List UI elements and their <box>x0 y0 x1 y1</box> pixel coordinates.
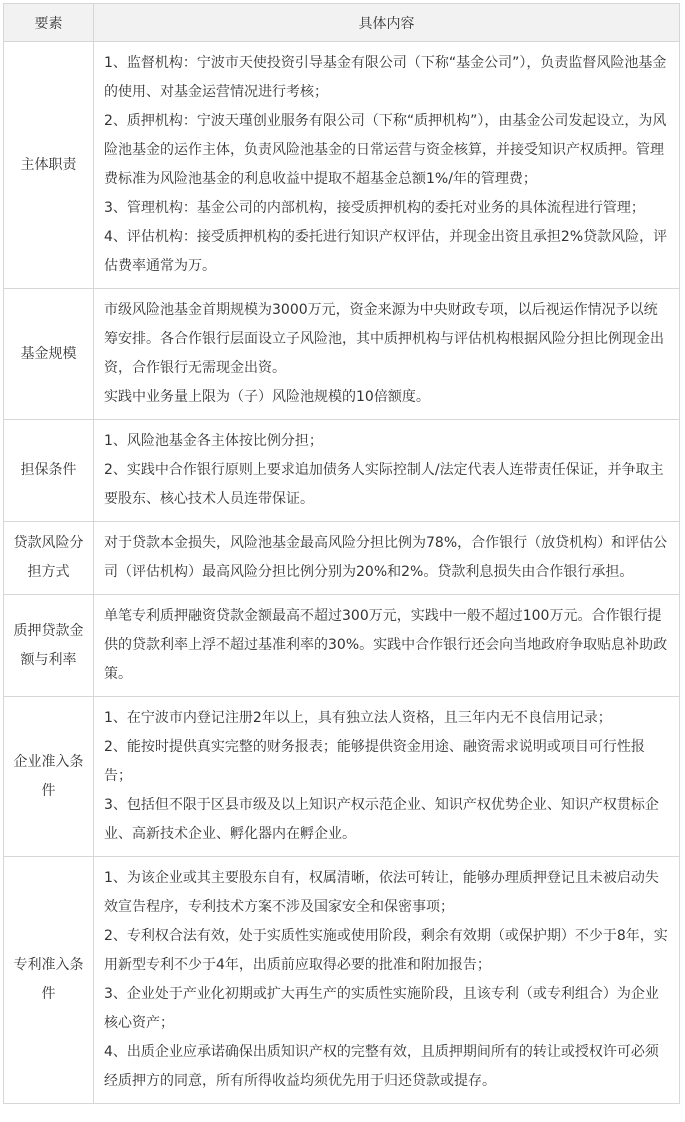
row-key: 贷款风险分担方式 <box>4 522 94 595</box>
content-line: 2、能按时提供真实完整的财务报表；能够提供资金用途、融资需求说明或项目可行性报告； <box>104 739 645 784</box>
header-content: 具体内容 <box>94 4 680 42</box>
content-line: 4、评估机构：接受质押机构的委托进行知识产权评估，并现金出资且承担2%贷款风险，评估费率通常为万。 <box>104 229 668 274</box>
content-line: 3、管理机构：基金公司的内部机构，接受质押机构的委托对业务的具体流程进行管理； <box>104 200 645 216</box>
content-line: 2、质押机构：宁波天瑾创业服务有限公司（下称“质押机构”），由基金公司发起设立，为风险池基金的运作主体，负责风险池基金的日常运营与资金核算，并接受知识产权质押。管理费标准为风险池基金的利息收益中提取不超基金总额1%/年的管理费； <box>104 113 667 187</box>
row-content <box>94 697 680 857</box>
row-key: 专利准入条件 <box>4 857 94 1104</box>
table-row <box>4 697 680 857</box>
content-line: 2、实践中合作银行原则上要求追加债务人实际控制人/法定代表人连带责任保证，并争取主要股东、核心技术人员连带保证。 <box>104 462 664 507</box>
content-line: 市级风险池基金首期规模为3000万元，资金来源为中央财政专项，以后视运作情况予以统筹安排。各合作银行层面设立子风险池，其中质押机构与评估机构根据风险分担比例现金出资，合作银行无需现金出资。 <box>104 302 664 376</box>
content-line: 实践中业务量上限为（子）风险池规模的10倍额度。 <box>104 389 430 405</box>
table-row <box>4 289 680 420</box>
header-element: 要素 <box>4 4 94 42</box>
table-row <box>4 595 680 697</box>
content-line: 单笔专利质押融资贷款金额最高不超过300万元，实践中一般不超过100万元。合作银行提供的贷款利率上浮不超过基准利率的30%。实践中合作银行还会向当地政府争取贴息补助政策。 <box>104 608 668 682</box>
row-content <box>94 289 680 420</box>
content-line: 1、为该企业或其主要股东自有，权属清晰，依法可转让，能够办理质押登记且未被启动失效宣告程序，专利技术方案不涉及国家安全和保密事项； <box>104 870 659 915</box>
content-line: 3、企业处于产业化初期或扩大再生产的实质性实施阶段，且该专利（或专利组合）为企业核心资产； <box>104 986 659 1031</box>
row-key: 主体职责 <box>4 42 94 289</box>
content-line: 1、风险池基金各主体按比例分担； <box>104 433 323 449</box>
table-row <box>4 857 680 1104</box>
row-key: 基金规模 <box>4 289 94 420</box>
requirements-table <box>3 3 680 1104</box>
content-line: 4、出质企业应承诺确保出质知识产权的完整有效，且质押期间所有的转让或授权许可必须经质押方的同意，所有所得收益均须优先用于归还贷款或提存。 <box>104 1044 659 1089</box>
table-row <box>4 522 680 595</box>
content-line: 2、专利权合法有效，处于实质性实施或使用阶段，剩余有效期（或保护期）不少于8年，实用新型专利不少于4年，出质前应取得必要的批准和附加报告； <box>104 928 668 973</box>
row-content <box>94 42 680 289</box>
row-content <box>94 857 680 1104</box>
table-row <box>4 420 680 522</box>
table-row <box>4 42 680 289</box>
content-line: 对于贷款本金损失，风险池基金最高风险分担比例为78%，合作银行（放贷机构）和评估公司（评估机构）最高风险分担比例分别为20%和2%。贷款利息损失由合作银行承担。 <box>104 535 668 580</box>
table-body <box>4 42 680 1104</box>
row-content <box>94 522 680 595</box>
row-content <box>94 420 680 522</box>
content-line: 3、包括但不限于区县市级及以上知识产权示范企业、知识产权优势企业、知识产权贯标企业、高新技术企业、孵化器内在孵企业。 <box>104 797 659 842</box>
row-key: 企业准入条件 <box>4 697 94 857</box>
row-key: 担保条件 <box>4 420 94 522</box>
table-header-row <box>4 4 680 42</box>
content-line: 1、在宁波市内登记注册2年以上，具有独立法人资格，且三年内无不良信用记录； <box>104 710 612 726</box>
row-key: 质押贷款金额与利率 <box>4 595 94 697</box>
content-line: 1、监督机构：宁波市天使投资引导基金有限公司（下称“基金公司”），负责监督风险池基金的使用、对基金运营情况进行考核； <box>104 55 667 100</box>
row-content <box>94 595 680 697</box>
